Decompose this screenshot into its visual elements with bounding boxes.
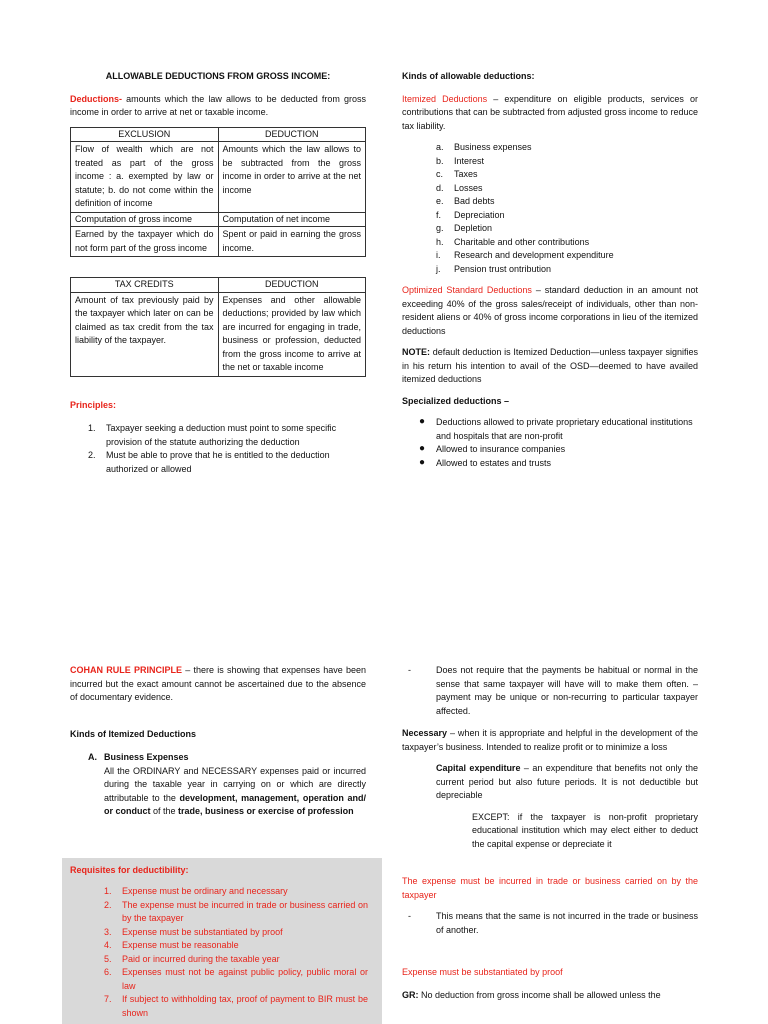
substantiated-heading: Expense must be substantiated by proof [402, 967, 563, 977]
left-column-top [70, 70, 366, 476]
deductions-text: amounts which the law allows to be deducted from gross income in order to arrive at net or taxable income. [70, 93, 366, 117]
habitual-note: - Does not require that the payments be habitual or normal in the sense that same taxpayer will have will to make them often. – payment may be unique or non-recurring to particular taxpayer affected. [408, 665, 698, 716]
table-cell: Amount of tax previously paid by the taxpayer which later on can be claimed as tax credit from the tax liability of the taxpayer. [71, 292, 219, 376]
list-item: j. Pension trust ontribution [436, 263, 552, 274]
list-item: 5. Paid or incurred during the taxable year [104, 953, 280, 964]
table-cell: Amounts which the law allows to be subtracted from the gross income in order to arrive at the net income [218, 142, 366, 213]
page-title: ALLOWABLE DEDUCTIONS FROM GROSS INCOME: [105, 71, 331, 81]
capital-expenditure: Capital expenditure – an expenditure that benefits not only the current period but also future periods. It is not deductible but depreciable [436, 763, 698, 800]
specialized-heading: Specialized deductions – [402, 395, 510, 406]
right-column-top [402, 70, 698, 470]
table-row [71, 227, 366, 257]
deductions-definition [70, 93, 366, 120]
principles-list [70, 422, 366, 476]
table-header: EXCLUSION [71, 127, 219, 142]
incurred-item: - This means that the same is not incurred in the trade or business of another. [408, 911, 698, 935]
table-cell: Computation of net income [218, 212, 366, 227]
note-paragraph: NOTE: default deduction is Itemized Deduction—unless taxpayer signifies in his return his intention to avail of the OSD—deemed to have availed itemized deductions [402, 347, 698, 384]
list-item: i. Research and development expenditure [436, 250, 614, 260]
list-item: b. Interest [436, 155, 485, 166]
cohan-term: COHAN RULE PRINCIPLE [70, 665, 182, 675]
table-header: TAX CREDITS [71, 278, 219, 293]
deductions-term: Deductions- [70, 93, 123, 104]
table-row [71, 212, 366, 227]
specialized-list [402, 416, 698, 470]
list-item: 2. The expense must be incurred in trade or business carried on by the taxpayer [104, 899, 368, 923]
table-cell: Computation of gross income [71, 212, 219, 227]
necessary-definition: Necessary – when it is appropriate and helpful in the development of the taxpayer’s business. Intended to realize profit or to minimize a loss [402, 728, 698, 752]
business-expenses-text: All the ORDINARY and NECESSARY expenses paid or incurred during the taxable year in carrying on or which are directly attributable to the development, management, operation and/ or conduct of the trade, business or exercise of profession [104, 765, 366, 816]
incurred-heading: The expense must be incurred in trade or business carried on by the taxpayer [402, 876, 698, 900]
exclusion-deduction-table [70, 127, 366, 258]
itemized-list [402, 141, 698, 276]
list-item: ● Deductions allowed to private proprietary educational institutions and hospitals that are non-profit [419, 416, 693, 441]
requisites-list [104, 885, 368, 1020]
gr-paragraph: GR: No deduction from gross income shall be allowed unless the [402, 989, 661, 1000]
table-cell: Flow of wealth which are not treated as part of the gross income : a. exempted by law or statute; b. do not come within the definition of income [71, 142, 219, 213]
principles-heading: Principles: [70, 399, 117, 410]
list-item: e. Bad debts [436, 196, 495, 206]
right-column-bottom [402, 664, 698, 1002]
except-note: EXCEPT: if the taxpayer is non-profit proprietary educational institution which may elect either to deduct the capital expense or depreciate it [472, 811, 698, 849]
requisites-box [62, 858, 382, 1024]
table-row [71, 142, 366, 213]
list-item: f. Depreciation [436, 209, 505, 220]
list-item: c. Taxes [436, 169, 478, 179]
table-cell: Earned by the taxpayer which do not form part of the gross income [71, 227, 219, 257]
itemized-term: Itemized Deductions [402, 93, 488, 104]
list-item: a. Business expenses [436, 142, 532, 152]
list-item: d. Losses [436, 182, 483, 193]
itemized-definition: Itemized Deductions – expenditure on eligible products, services or contributions that can be subtracted from adjusted gross income to reduce tax liability. [402, 93, 698, 131]
kinds-heading: Kinds of allowable deductions: [402, 71, 535, 81]
list-item: 3. Expense must be substantiated by proof [104, 926, 283, 937]
list-item: 7. If subject to withholding tax, proof of payment to BIR must be shown [104, 994, 368, 1018]
list-item: 1. Expense must be ordinary and necessary [104, 886, 288, 896]
list-item: 4. Expense must be reasonable [104, 940, 239, 950]
osd-definition: Optimized Standard Deductions – standard deduction in an amount not exceeding 40% of the gross sales/receipt of individuals, other than non-resident aliens or 40% of gross income corporations in lieu of the itemized deductions [402, 285, 698, 336]
business-expenses-section: A. Business Expenses All the ORDINARY and NECESSARY expenses paid or incurred during the taxable year in carrying on or which are directly attributable to the development, management, operation and/ or conduct of the trade, business or exercise of profession [70, 751, 366, 819]
list-item: 1. Taxpayer seeking a deduction must point to some specific provision of the statute authorizing the deduction [88, 423, 337, 447]
table-cell: Spent or paid in earning the gross income. [218, 227, 366, 257]
business-expenses-heading: Business Expenses [104, 752, 189, 762]
table-row [71, 292, 366, 376]
kinds-itemized-heading: Kinds of Itemized Deductions [70, 728, 197, 739]
list-item: 6. Expenses must not be against public policy, public moral or law [104, 967, 368, 991]
requisites-heading: Requisites for deductibility: [70, 865, 189, 875]
table-cell: Expenses and other allowable deductions; provided by law which are incurred for engaging in trade, business or profession, deducted from the gross income to arrive at the net or taxable income [218, 292, 366, 376]
table-header: DEDUCTION [218, 278, 366, 293]
cohan-rule: COHAN RULE PRINCIPLE – there is showing that expenses have been incurred but the exact amount cannot be ascertained due to the absence of documentary evidence. [70, 665, 366, 702]
list-item: g. Depletion [436, 223, 493, 233]
list-item: ● Allowed to insurance companies [419, 443, 566, 454]
list-item: 2. Must be able to prove that he is entitled to the deduction authorized or allowed [88, 450, 330, 474]
list-item: ● Allowed to estates and trusts [419, 456, 552, 468]
left-column-bottom [70, 664, 366, 819]
osd-term: Optimized Standard Deductions [402, 285, 532, 295]
table-header: DEDUCTION [218, 127, 366, 142]
tax-credits-table [70, 277, 366, 377]
list-item: h. Charitable and other contributions [436, 236, 590, 247]
